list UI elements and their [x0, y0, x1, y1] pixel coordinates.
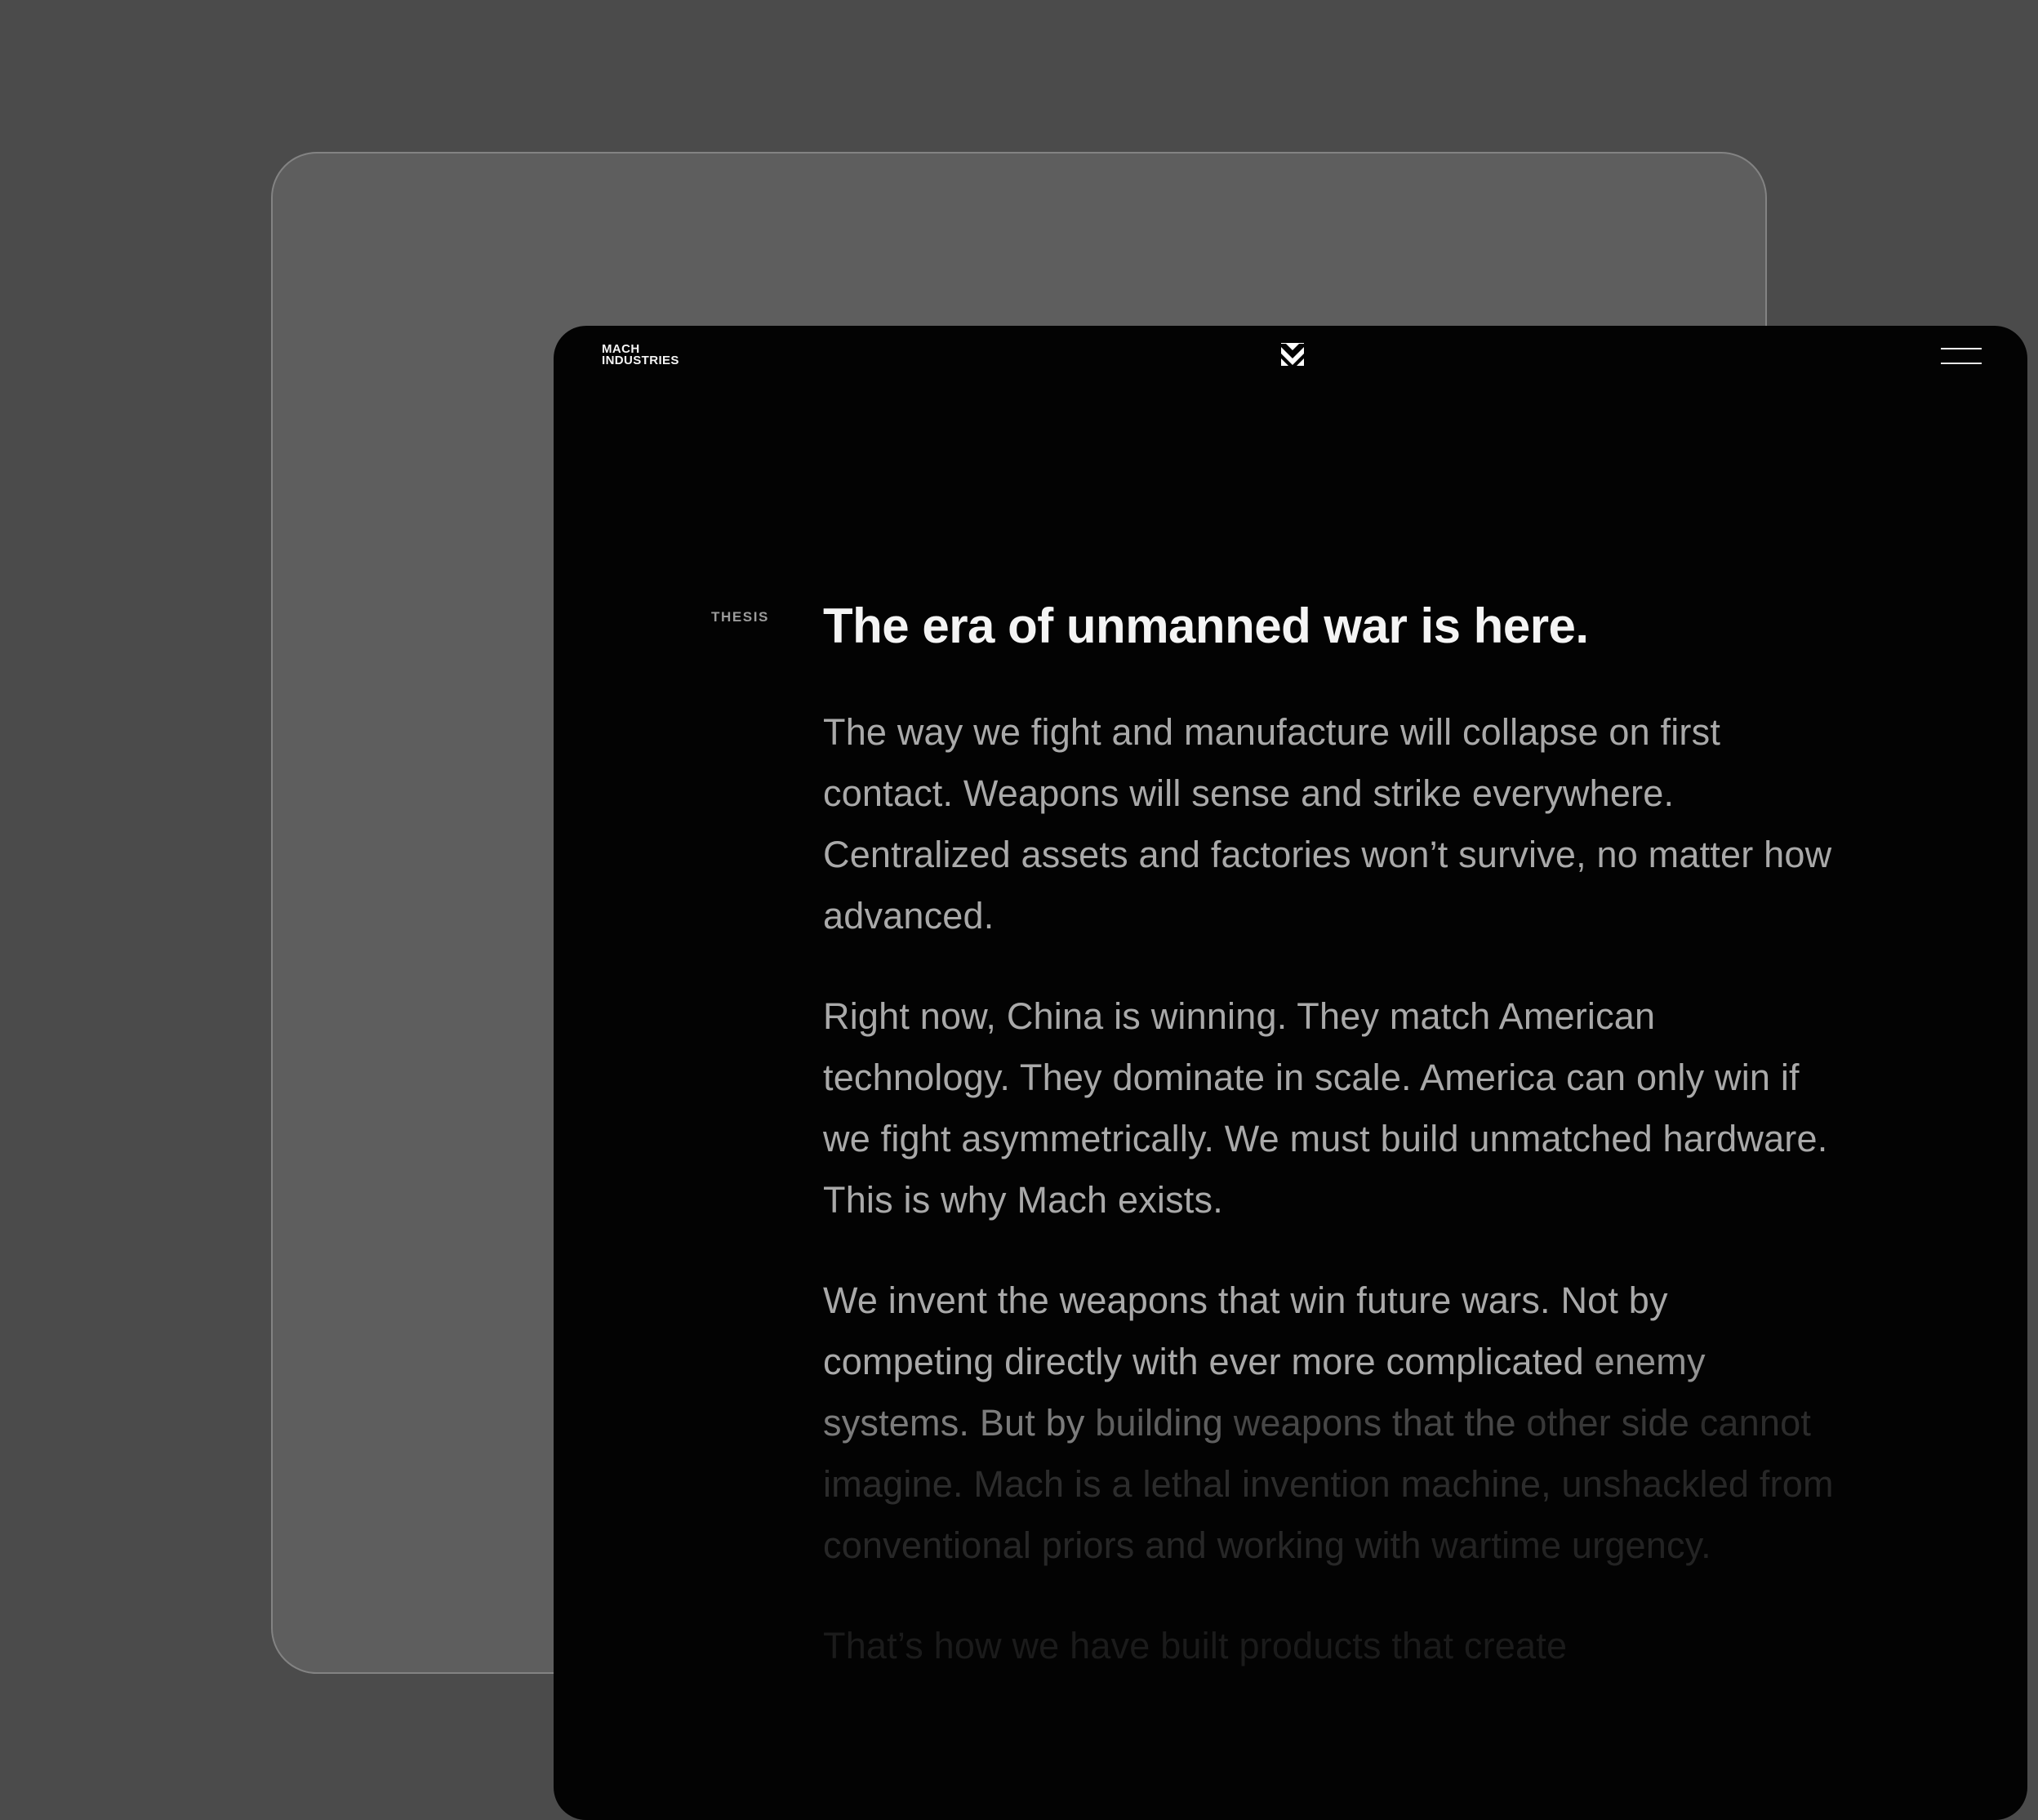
hamburger-bar-bottom: [1941, 363, 1982, 364]
hamburger-bar-top: [1941, 348, 1982, 349]
text-segment: wartime urgency.: [1431, 1524, 1711, 1566]
page-title: The era of unmanned war is here.: [823, 599, 1589, 653]
text-segment: enemy: [1594, 1341, 1706, 1382]
section-kicker: THESIS: [711, 609, 770, 625]
brand-line-1: MACH: [602, 342, 640, 356]
text-segment: cannot imagine. Mach is a lethal invention machine,: [823, 1402, 1812, 1505]
article-paragraph: [823, 701, 1844, 946]
text-segment: systems. But by: [823, 1402, 1096, 1444]
text-segment: other side: [1526, 1402, 1700, 1444]
article-paragraph: [823, 1615, 1844, 1676]
webpage-panel: [554, 326, 2027, 1820]
mach-m-logo-icon[interactable]: [1281, 343, 1304, 367]
article-body: [823, 701, 1844, 1676]
text-segment: unshackled from conventional priors and working with: [823, 1463, 1834, 1566]
text-segment: weapons that the: [1233, 1402, 1527, 1444]
brand-logo[interactable]: [602, 344, 679, 367]
text-segment: That’s how we have built products that create: [823, 1625, 1568, 1666]
text-segment: The way we fight and manufacture will collapse on first contact. Weapons will sense and strike everywhere. Centralized assets and factories won’t survive, no matter how advanced.: [823, 711, 1832, 937]
hamburger-menu-button[interactable]: [1941, 344, 1982, 368]
article-paragraph: [823, 1270, 1844, 1576]
thesis-article: [823, 597, 1844, 1715]
brand-line-2: INDUSTRIES: [602, 354, 679, 367]
text-segment: Right now, China is winning. They match American technology. They dominate in scale. America can only win if we fight asymmetrically. We must build unmatched hardware. This is why Mach exists.: [823, 995, 1828, 1221]
text-segment: building: [1095, 1402, 1234, 1444]
text-segment: We invent the weapons that win future wars. Not by competing directly with ever more complicated: [823, 1279, 1668, 1382]
device-frame: [271, 152, 1834, 1674]
article-paragraph: [823, 986, 1844, 1230]
